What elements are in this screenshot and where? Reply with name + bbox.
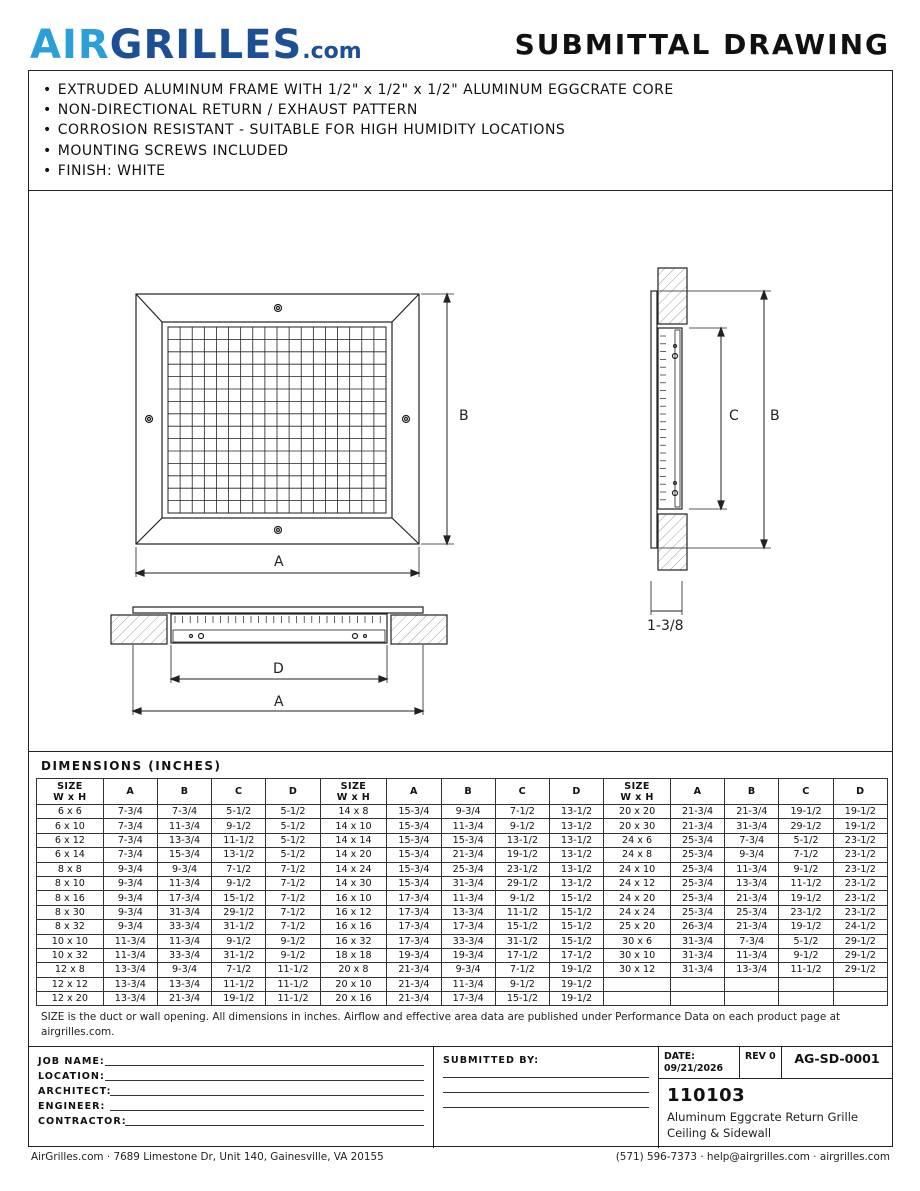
dimension-cell: 15-1/2 xyxy=(495,920,549,934)
dimension-cell: 7-3/4 xyxy=(103,833,157,847)
dimension-cell: 5-1/2 xyxy=(779,934,833,948)
size-cell: 12 x 8 xyxy=(37,963,104,977)
dimension-cell: 23-1/2 xyxy=(495,862,549,876)
label-a-bottom: A xyxy=(274,694,284,710)
table-row xyxy=(37,977,888,991)
size-cell xyxy=(604,977,671,991)
dimension-cell: 9-3/4 xyxy=(103,862,157,876)
dimension-cell: 13-1/2 xyxy=(550,862,604,876)
dimension-cell: 23-1/2 xyxy=(833,848,887,862)
document-title: SUBMITTAL DRAWING xyxy=(514,28,890,61)
dimension-cell xyxy=(670,992,724,1006)
dimension-cell: 11-1/2 xyxy=(495,905,549,919)
dimension-cell: 13-1/2 xyxy=(212,848,266,862)
dimension-cell: 11-3/4 xyxy=(157,819,211,833)
dimension-cell: 15-3/4 xyxy=(441,833,495,847)
dimension-cell: 11-3/4 xyxy=(725,862,779,876)
dimension-cell: 17-1/2 xyxy=(550,948,604,962)
dimension-cell: 9-3/4 xyxy=(157,862,211,876)
header-c: C xyxy=(212,779,266,805)
dimension-cell: 21-3/4 xyxy=(725,805,779,819)
dimension-cell: 21-3/4 xyxy=(387,977,441,991)
dimension-cell: 9-3/4 xyxy=(441,963,495,977)
table-row xyxy=(37,833,888,847)
table-header-row xyxy=(37,779,888,805)
size-cell: 24 x 6 xyxy=(604,833,671,847)
dimension-cell: 11-3/4 xyxy=(103,948,157,962)
table-row xyxy=(37,920,888,934)
size-cell: 14 x 10 xyxy=(320,819,387,833)
side-view xyxy=(651,268,771,615)
dimension-cell: 9-3/4 xyxy=(103,905,157,919)
dimension-cell: 9-1/2 xyxy=(212,876,266,890)
dimension-cell: 9-3/4 xyxy=(725,848,779,862)
dimension-cell: 9-1/2 xyxy=(779,948,833,962)
submitted-by-block xyxy=(434,1047,659,1148)
table-row xyxy=(37,992,888,1006)
dimension-cell: 29-1/2 xyxy=(212,905,266,919)
size-cell: 16 x 10 xyxy=(320,891,387,905)
dimension-cell: 31-1/2 xyxy=(212,920,266,934)
size-cell: 6 x 10 xyxy=(37,819,104,833)
header-b: B xyxy=(725,779,779,805)
dimension-cell: 7-3/4 xyxy=(103,805,157,819)
dimension-cell: 9-1/2 xyxy=(266,948,320,962)
dimension-cell: 23-1/2 xyxy=(833,833,887,847)
label-a-front: A xyxy=(274,554,284,570)
dimension-cell: 23-1/2 xyxy=(779,905,833,919)
header-d: D xyxy=(833,779,887,805)
dimension-cell: 13-3/4 xyxy=(103,977,157,991)
dimension-cell: 9-1/2 xyxy=(779,862,833,876)
dimension-cell: 19-1/2 xyxy=(212,992,266,1006)
size-cell: 20 x 20 xyxy=(604,805,671,819)
dimension-cell: 11-3/4 xyxy=(441,977,495,991)
dimension-cell: 11-3/4 xyxy=(725,948,779,962)
dimension-cell: 11-1/2 xyxy=(212,977,266,991)
dimension-cell: 19-1/2 xyxy=(779,805,833,819)
dimension-cell: 25-3/4 xyxy=(670,876,724,890)
technical-drawing xyxy=(29,191,892,752)
dimension-cell: 11-3/4 xyxy=(103,934,157,948)
dimension-cell: 31-1/2 xyxy=(495,934,549,948)
dimension-cell: 13-1/2 xyxy=(495,833,549,847)
size-cell: 14 x 30 xyxy=(320,876,387,890)
dimension-cell: 15-3/4 xyxy=(387,876,441,890)
dimension-cell: 19-1/2 xyxy=(495,848,549,862)
dimension-cell: 25-3/4 xyxy=(670,848,724,862)
label-b-front: B xyxy=(459,408,469,424)
dimension-cell: 11-3/4 xyxy=(157,934,211,948)
dimensions-table-body xyxy=(37,805,888,1006)
job-name-field[interactable] xyxy=(105,1065,424,1066)
dimension-cell: 5-1/2 xyxy=(266,848,320,862)
dimension-cell: 13-3/4 xyxy=(441,905,495,919)
size-cell: 18 x 18 xyxy=(320,948,387,962)
dimension-cell: 17-3/4 xyxy=(387,905,441,919)
size-cell: 8 x 16 xyxy=(37,891,104,905)
label-b-side: B xyxy=(770,408,780,424)
dimension-cell: 13-1/2 xyxy=(550,819,604,833)
dimension-cell: 7-1/2 xyxy=(266,862,320,876)
dimension-cell: 7-3/4 xyxy=(725,934,779,948)
footer-address: AirGrilles.com · 7689 Limestone Dr, Unit 140, Gainesville, VA 20155 xyxy=(31,1151,384,1163)
header-a: A xyxy=(103,779,157,805)
size-cell: 14 x 24 xyxy=(320,862,387,876)
submitted-by-field-1[interactable] xyxy=(443,1077,649,1078)
dimension-cell: 19-1/2 xyxy=(550,977,604,991)
dimension-cell: 29-1/2 xyxy=(833,948,887,962)
title-block xyxy=(659,1047,892,1148)
table-row xyxy=(37,963,888,977)
logo-com: .com xyxy=(302,39,362,64)
table-row xyxy=(37,848,888,862)
dimension-cell: 11-1/2 xyxy=(266,992,320,1006)
dimension-cell: 15-3/4 xyxy=(387,862,441,876)
footer-contact: (571) 596-7373 · help@airgrilles.com · airgrilles.com xyxy=(615,1151,890,1163)
engineer-field[interactable] xyxy=(110,1110,424,1111)
size-cell: 8 x 30 xyxy=(37,905,104,919)
dimension-cell: 17-3/4 xyxy=(387,920,441,934)
dimension-cell: 9-3/4 xyxy=(103,920,157,934)
size-cell: 30 x 12 xyxy=(604,963,671,977)
label-c-side: C xyxy=(729,408,739,424)
document-number: AG-SD-0001 xyxy=(782,1047,892,1079)
dimension-cell: 15-1/2 xyxy=(550,934,604,948)
product-application: Ceiling & Sidewall xyxy=(667,1126,772,1140)
submitted-by-field-3[interactable] xyxy=(443,1107,649,1108)
dimension-cell: 11-1/2 xyxy=(266,977,320,991)
dimension-cell: 15-3/4 xyxy=(387,805,441,819)
dimension-cell: 21-3/4 xyxy=(725,891,779,905)
dimension-cell: 13-1/2 xyxy=(550,848,604,862)
dimension-cell: 29-1/2 xyxy=(495,876,549,890)
dimension-cell: 5-1/2 xyxy=(266,819,320,833)
date-cell xyxy=(659,1047,740,1079)
size-cell: 30 x 10 xyxy=(604,948,671,962)
dimension-cell: 15-3/4 xyxy=(387,819,441,833)
dimension-cell: 13-3/4 xyxy=(103,963,157,977)
dimension-cell: 23-1/2 xyxy=(833,905,887,919)
dimension-cell: 9-1/2 xyxy=(212,934,266,948)
dimension-cell: 13-1/2 xyxy=(550,833,604,847)
dimension-cell: 19-1/2 xyxy=(833,805,887,819)
size-cell: 16 x 32 xyxy=(320,934,387,948)
dimension-cell: 11-3/4 xyxy=(157,876,211,890)
size-cell: 12 x 20 xyxy=(37,992,104,1006)
dimension-cell: 7-3/4 xyxy=(157,805,211,819)
dimension-cell: 23-1/2 xyxy=(833,891,887,905)
dimension-cell: 13-3/4 xyxy=(157,833,211,847)
dimension-cell: 15-3/4 xyxy=(157,848,211,862)
dimension-cell: 9-3/4 xyxy=(103,891,157,905)
dimension-cell: 13-1/2 xyxy=(550,876,604,890)
dimension-cell xyxy=(833,992,887,1006)
label-d-bottom: D xyxy=(273,661,284,677)
project-info xyxy=(29,1047,434,1148)
dimension-cell xyxy=(833,977,887,991)
size-cell: 6 x 12 xyxy=(37,833,104,847)
dimension-cell: 19-3/4 xyxy=(387,948,441,962)
revision: REV 0 xyxy=(740,1047,782,1079)
header-a: A xyxy=(670,779,724,805)
size-cell: 12 x 12 xyxy=(37,977,104,991)
dimension-cell: 25-3/4 xyxy=(441,862,495,876)
dimension-cell: 17-3/4 xyxy=(441,992,495,1006)
note-item: • CORROSION RESISTANT - SUITABLE FOR HIGH HUMIDITY LOCATIONS xyxy=(43,120,878,140)
size-cell: 6 x 6 xyxy=(37,805,104,819)
dimension-cell: 13-1/2 xyxy=(550,805,604,819)
dimension-cell: 9-1/2 xyxy=(212,819,266,833)
dimension-cell: 15-1/2 xyxy=(212,891,266,905)
note-item: • MOUNTING SCREWS INCLUDED xyxy=(43,141,878,161)
header-b: B xyxy=(441,779,495,805)
size-cell: 8 x 10 xyxy=(37,876,104,890)
dimension-cell: 31-3/4 xyxy=(670,963,724,977)
dimension-cell: 13-3/4 xyxy=(725,876,779,890)
size-cell: 14 x 14 xyxy=(320,833,387,847)
dimension-cell: 9-3/4 xyxy=(441,805,495,819)
size-cell: 24 x 24 xyxy=(604,905,671,919)
dimension-cell: 7-1/2 xyxy=(779,848,833,862)
dimension-cell: 19-1/2 xyxy=(833,819,887,833)
dimension-cell: 33-3/4 xyxy=(441,934,495,948)
table-row xyxy=(37,948,888,962)
dimension-cell: 5-1/2 xyxy=(266,805,320,819)
dimension-cell: 21-3/4 xyxy=(725,920,779,934)
submittal-frame xyxy=(28,70,893,1147)
dimension-cell: 21-3/4 xyxy=(441,848,495,862)
drawing-svg xyxy=(29,191,892,751)
dimension-cell: 5-1/2 xyxy=(266,833,320,847)
dimension-cell: 31-3/4 xyxy=(441,876,495,890)
dimension-cell: 7-3/4 xyxy=(725,833,779,847)
dimension-cell: 11-1/2 xyxy=(779,876,833,890)
dimension-cell: 31-3/4 xyxy=(670,934,724,948)
dimension-cell: 25-3/4 xyxy=(670,833,724,847)
dimension-cell: 15-1/2 xyxy=(550,891,604,905)
dimension-cell: 19-1/2 xyxy=(779,891,833,905)
table-row xyxy=(37,905,888,919)
header-b: B xyxy=(157,779,211,805)
size-cell: 30 x 6 xyxy=(604,934,671,948)
dimension-cell: 31-3/4 xyxy=(670,948,724,962)
dimension-cell: 26-3/4 xyxy=(670,920,724,934)
size-cell: 25 x 20 xyxy=(604,920,671,934)
dimension-cell: 29-1/2 xyxy=(833,934,887,948)
header-size: SIZE W x H xyxy=(320,779,387,805)
dimension-cell xyxy=(725,992,779,1006)
submitted-by-field-2[interactable] xyxy=(443,1092,649,1093)
dimension-cell: 9-3/4 xyxy=(157,963,211,977)
dimension-cell: 9-1/2 xyxy=(495,891,549,905)
dimension-cell: 21-3/4 xyxy=(157,992,211,1006)
product-sku: 110103 xyxy=(667,1085,746,1106)
dimensions-table xyxy=(36,778,888,1006)
size-cell: 14 x 20 xyxy=(320,848,387,862)
dimension-cell: 21-3/4 xyxy=(670,805,724,819)
dimension-cell: 13-3/4 xyxy=(725,963,779,977)
eggcrate-grid xyxy=(168,327,386,513)
note-item: • FINISH: WHITE xyxy=(43,161,878,181)
dimension-cell: 25-3/4 xyxy=(725,905,779,919)
note-item: • NON-DIRECTIONAL RETURN / EXHAUST PATTERN xyxy=(43,100,878,120)
header-d: D xyxy=(266,779,320,805)
dimension-cell: 11-3/4 xyxy=(441,819,495,833)
dimension-cell xyxy=(779,992,833,1006)
dimension-cell: 7-1/2 xyxy=(495,963,549,977)
dimension-cell: 29-1/2 xyxy=(833,963,887,977)
dimension-cell: 15-1/2 xyxy=(550,920,604,934)
header-d: D xyxy=(550,779,604,805)
size-cell: 16 x 12 xyxy=(320,905,387,919)
dimension-cell: 11-1/2 xyxy=(212,833,266,847)
dimension-cell: 7-1/2 xyxy=(266,920,320,934)
dimension-cell: 15-1/2 xyxy=(495,992,549,1006)
table-row xyxy=(37,819,888,833)
dimension-cell: 5-1/2 xyxy=(212,805,266,819)
dimension-cell: 17-3/4 xyxy=(441,920,495,934)
size-cell: 6 x 14 xyxy=(37,848,104,862)
dimension-cell: 9-1/2 xyxy=(495,819,549,833)
dimension-cell: 24-1/2 xyxy=(833,920,887,934)
size-cell xyxy=(604,992,671,1006)
architect-field[interactable] xyxy=(110,1095,424,1096)
size-cell: 10 x 32 xyxy=(37,948,104,962)
note-item: • EXTRUDED ALUMINUM FRAME WITH 1/2" x 1/2" x 1/2" ALUMINUM EGGCRATE CORE xyxy=(43,80,878,100)
dimension-cell: 7-1/2 xyxy=(266,905,320,919)
location-field[interactable] xyxy=(105,1080,424,1081)
dimension-cell: 13-3/4 xyxy=(103,992,157,1006)
dimension-cell: 15-3/4 xyxy=(387,848,441,862)
size-cell: 24 x 10 xyxy=(604,862,671,876)
dimension-cell: 17-3/4 xyxy=(387,934,441,948)
dimension-cell: 11-1/2 xyxy=(779,963,833,977)
header-c: C xyxy=(495,779,549,805)
dimension-cell xyxy=(725,977,779,991)
size-cell: 20 x 30 xyxy=(604,819,671,833)
header-size: SIZE W x H xyxy=(604,779,671,805)
size-cell: 20 x 8 xyxy=(320,963,387,977)
bottom-core-ticks xyxy=(175,616,380,623)
dimension-cell: 25-3/4 xyxy=(670,905,724,919)
logo-grilles: GRILLES xyxy=(109,22,303,68)
front-view xyxy=(136,294,454,577)
size-cell: 20 x 10 xyxy=(320,977,387,991)
dimension-cell: 17-3/4 xyxy=(387,891,441,905)
engineer-label: ENGINEER: xyxy=(38,1101,106,1112)
dimension-cell: 19-1/2 xyxy=(550,963,604,977)
dimension-cell: 23-1/2 xyxy=(833,862,887,876)
dimension-cell: 21-3/4 xyxy=(387,963,441,977)
job-name-label: JOB NAME: xyxy=(38,1056,105,1067)
table-row xyxy=(37,862,888,876)
dimension-cell: 13-3/4 xyxy=(157,977,211,991)
dimensions-title: DIMENSIONS (INCHES) xyxy=(41,759,222,773)
dimension-cell: 15-1/2 xyxy=(550,905,604,919)
logo-air: AIR xyxy=(30,22,110,68)
dimension-cell: 31-3/4 xyxy=(725,819,779,833)
header-c: C xyxy=(779,779,833,805)
dimension-cell: 17-3/4 xyxy=(157,891,211,905)
dimension-cell: 15-3/4 xyxy=(387,833,441,847)
dimension-cell: 21-3/4 xyxy=(670,819,724,833)
date-value: 09/21/2026 xyxy=(664,1063,724,1074)
size-cell: 24 x 8 xyxy=(604,848,671,862)
dimension-cell: 25-3/4 xyxy=(670,891,724,905)
dimension-cell: 33-3/4 xyxy=(157,948,211,962)
table-row xyxy=(37,876,888,890)
table-row xyxy=(37,934,888,948)
header-size: SIZE W x H xyxy=(37,779,104,805)
dimension-cell: 17-1/2 xyxy=(495,948,549,962)
product-name: Aluminum Eggcrate Return Grille xyxy=(667,1110,859,1124)
side-core-ticks xyxy=(660,336,666,500)
dimension-cell: 29-1/2 xyxy=(779,819,833,833)
dimension-cell: 19-1/2 xyxy=(550,992,604,1006)
dimension-cell: 23-1/2 xyxy=(833,876,887,890)
size-cell: 24 x 12 xyxy=(604,876,671,890)
dimension-cell: 25-3/4 xyxy=(670,862,724,876)
header-a: A xyxy=(387,779,441,805)
dimension-cell: 7-1/2 xyxy=(495,805,549,819)
dimension-cell: 7-1/2 xyxy=(212,862,266,876)
size-cell: 8 x 8 xyxy=(37,862,104,876)
dimension-cell: 5-1/2 xyxy=(779,833,833,847)
size-cell: 16 x 16 xyxy=(320,920,387,934)
dimension-cell: 9-1/2 xyxy=(266,934,320,948)
dimension-cell: 7-1/2 xyxy=(212,963,266,977)
size-cell: 14 x 8 xyxy=(320,805,387,819)
submitted-by-label: SUBMITTED BY: xyxy=(443,1055,540,1066)
contractor-field[interactable] xyxy=(125,1125,424,1126)
table-row xyxy=(37,891,888,905)
dimension-cell: 9-1/2 xyxy=(495,977,549,991)
dimension-cell: 9-3/4 xyxy=(103,876,157,890)
dimension-cell: 7-1/2 xyxy=(266,891,320,905)
airgrilles-logo xyxy=(30,22,362,66)
dimension-cell: 11-3/4 xyxy=(441,891,495,905)
dimension-cell: 19-1/2 xyxy=(779,920,833,934)
table-row xyxy=(37,805,888,819)
dimension-cell: 7-3/4 xyxy=(103,819,157,833)
architect-label: ARCHITECT: xyxy=(38,1086,112,1097)
product-description xyxy=(667,1109,858,1141)
size-cell: 20 x 16 xyxy=(320,992,387,1006)
dimension-cell: 11-1/2 xyxy=(266,963,320,977)
date-label: DATE: xyxy=(664,1051,695,1062)
dimension-cell: 31-1/2 xyxy=(212,948,266,962)
size-cell: 8 x 32 xyxy=(37,920,104,934)
dimension-cell xyxy=(779,977,833,991)
dimension-cell: 7-1/2 xyxy=(266,876,320,890)
size-cell: 10 x 10 xyxy=(37,934,104,948)
size-cell: 24 x 20 xyxy=(604,891,671,905)
label-depth: 1-3/8 xyxy=(647,618,684,634)
dimensions-note: SIZE is the duct or wall opening. All dimensions in inches. Airflow and effective area data are published under Performance Data on each product page at airgrilles.com. xyxy=(41,1011,841,1038)
contractor-label: CONTRACTOR: xyxy=(38,1116,127,1127)
location-label: LOCATION: xyxy=(38,1071,105,1082)
signoff-block xyxy=(29,1046,892,1148)
dimension-cell: 31-3/4 xyxy=(157,905,211,919)
dimension-cell: 33-3/4 xyxy=(157,920,211,934)
dimension-cell: 7-3/4 xyxy=(103,848,157,862)
dimension-cell: 19-3/4 xyxy=(441,948,495,962)
dimension-cell: 21-3/4 xyxy=(387,992,441,1006)
dimension-cell xyxy=(670,977,724,991)
product-notes xyxy=(29,71,892,191)
